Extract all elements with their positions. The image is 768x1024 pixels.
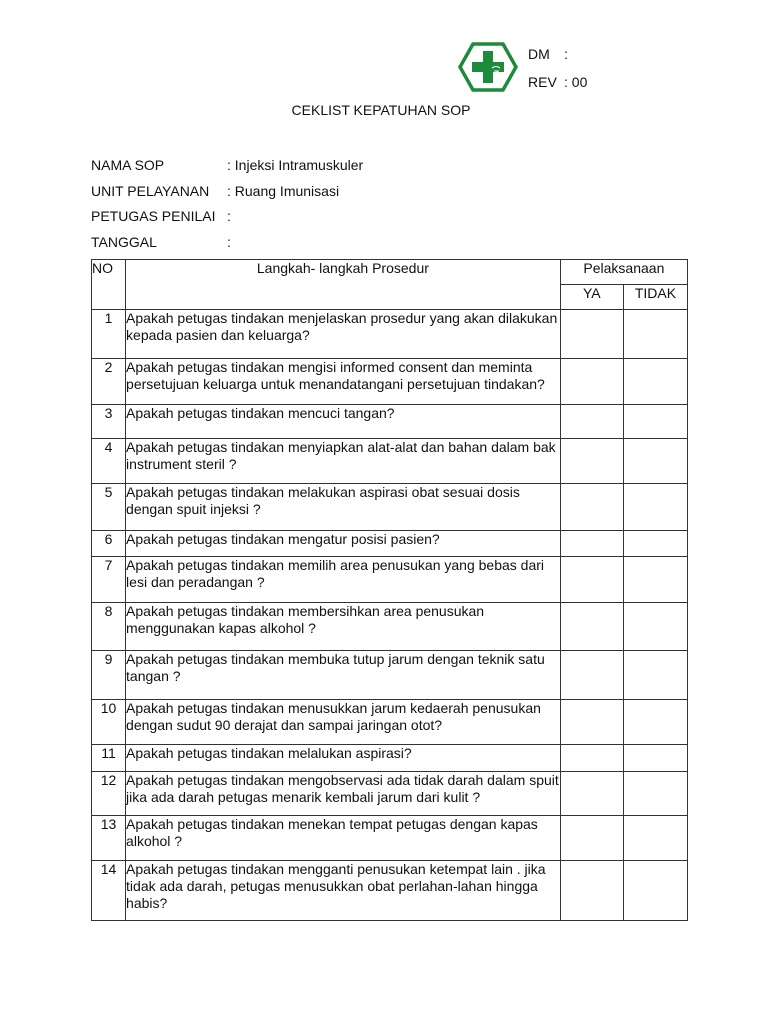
table-row bbox=[92, 745, 688, 772]
checklist-body bbox=[92, 310, 688, 921]
page-title: CEKLIST KEPATUHAN SOP bbox=[291, 102, 471, 118]
ya-checkbox-cell[interactable] bbox=[560, 310, 623, 359]
ya-checkbox-cell[interactable] bbox=[560, 557, 623, 603]
ya-checkbox-cell[interactable] bbox=[560, 531, 623, 557]
tidak-checkbox-cell[interactable] bbox=[623, 772, 687, 816]
info-value: : bbox=[227, 208, 231, 224]
row-number: 10 bbox=[92, 700, 126, 745]
row-number: 9 bbox=[92, 651, 126, 700]
table-row bbox=[92, 816, 688, 861]
tidak-checkbox-cell[interactable] bbox=[623, 531, 687, 557]
tidak-checkbox-cell[interactable] bbox=[623, 651, 687, 700]
row-number: 7 bbox=[92, 557, 126, 603]
table-row bbox=[92, 484, 688, 531]
header-tidak: TIDAK bbox=[623, 285, 687, 310]
table-row bbox=[92, 651, 688, 700]
tidak-checkbox-cell[interactable] bbox=[623, 700, 687, 745]
step-text: Apakah petugas tindakan mengganti penusukan ketempat lain . jika tidak ada darah, petugas menusukkan obat perlahan-lahan hingga habis? bbox=[126, 861, 561, 921]
ya-checkbox-cell[interactable] bbox=[560, 861, 623, 921]
ya-checkbox-cell[interactable] bbox=[560, 651, 623, 700]
table-row bbox=[92, 405, 688, 439]
info-row-tanggal bbox=[91, 233, 363, 259]
rev-label: REV bbox=[528, 74, 557, 90]
row-number: 8 bbox=[92, 603, 126, 651]
ya-checkbox-cell[interactable] bbox=[560, 359, 623, 405]
checklist-header bbox=[92, 260, 688, 310]
tidak-checkbox-cell[interactable] bbox=[623, 603, 687, 651]
green-cross-health-logo-icon bbox=[458, 42, 518, 92]
step-text: Apakah petugas tindakan menusukkan jarum kedaerah penusukan dengan sudut 90 derajat dan sampai jaringan otot? bbox=[126, 700, 561, 745]
ya-checkbox-cell[interactable] bbox=[560, 405, 623, 439]
table-row bbox=[92, 861, 688, 921]
dm-label: DM bbox=[528, 46, 550, 62]
dm-row bbox=[528, 44, 587, 64]
step-text: Apakah petugas tindakan melalukan aspirasi? bbox=[126, 745, 561, 772]
step-text: Apakah petugas tindakan mencuci tangan? bbox=[126, 405, 561, 439]
ya-checkbox-cell[interactable] bbox=[560, 816, 623, 861]
row-number: 4 bbox=[92, 439, 126, 484]
header-pelaksanaan: Pelaksanaan bbox=[560, 260, 687, 285]
tidak-checkbox-cell[interactable] bbox=[623, 310, 687, 359]
tidak-checkbox-cell[interactable] bbox=[623, 439, 687, 484]
info-label: NAMA SOP bbox=[91, 157, 165, 173]
info-value: : Ruang Imunisasi bbox=[227, 182, 340, 199]
green-cross-health-logo-icon-svg bbox=[458, 42, 518, 92]
row-number: 14 bbox=[92, 861, 126, 921]
ya-checkbox-cell[interactable] bbox=[560, 745, 623, 772]
step-text: Apakah petugas tindakan melakukan aspirasi obat sesuai dosis dengan spuit injeksi ? bbox=[126, 484, 561, 531]
step-text: Apakah petugas tindakan membersihkan area penusukan menggunakan kapas alkohol ? bbox=[126, 603, 561, 651]
info-value: : bbox=[227, 233, 231, 250]
step-text: Apakah petugas tindakan memilih area penusukan yang bebas dari lesi dan peradangan ? bbox=[126, 557, 561, 603]
row-number: 5 bbox=[92, 484, 126, 531]
row-number: 13 bbox=[92, 816, 126, 861]
page-title-wrap bbox=[0, 102, 768, 118]
info-row-petugas-penilai bbox=[91, 207, 363, 233]
ya-checkbox-cell[interactable] bbox=[560, 439, 623, 484]
row-number: 3 bbox=[92, 405, 126, 439]
dm-value: : bbox=[564, 46, 568, 62]
step-text: Apakah petugas tindakan membuka tutup jarum dengan teknik satu tangan ? bbox=[126, 651, 561, 700]
step-text: Apakah petugas tindakan mengatur posisi pasien? bbox=[126, 531, 561, 557]
row-number: 1 bbox=[92, 310, 126, 359]
ya-checkbox-cell[interactable] bbox=[560, 700, 623, 745]
step-text: Apakah petugas tindakan mengisi informed consent dan meminta persetujuan keluarga untuk menandatangani persetujuan tindakan? bbox=[126, 359, 561, 405]
rev-row bbox=[528, 72, 587, 92]
step-text: Apakah petugas tindakan menjelaskan prosedur yang akan dilakukan kepada pasien dan keluarga? bbox=[126, 310, 561, 359]
step-text: Apakah petugas tindakan mengobservasi ada tidak darah dalam spuit jika ada darah petugas menarik kembali jarum dari kulit ? bbox=[126, 772, 561, 816]
info-value: : Injeksi Intramuskuler bbox=[227, 157, 364, 173]
tidak-checkbox-cell[interactable] bbox=[623, 405, 687, 439]
step-text: Apakah petugas tindakan menekan tempat petugas dengan kapas alkohol ? bbox=[126, 816, 561, 861]
info-label: TANGGAL bbox=[91, 233, 157, 250]
info-row-nama-sop bbox=[91, 156, 363, 182]
tidak-checkbox-cell[interactable] bbox=[623, 359, 687, 405]
table-row bbox=[92, 439, 688, 484]
table-row bbox=[92, 700, 688, 745]
row-number: 6 bbox=[92, 531, 126, 557]
ya-checkbox-cell[interactable] bbox=[560, 772, 623, 816]
document-meta bbox=[528, 44, 587, 100]
header-no: NO bbox=[92, 260, 126, 310]
step-text: Apakah petugas tindakan menyiapkan alat-alat dan bahan dalam bak instrument steril ? bbox=[126, 439, 561, 484]
tidak-checkbox-cell[interactable] bbox=[623, 557, 687, 603]
tidak-checkbox-cell[interactable] bbox=[623, 816, 687, 861]
tidak-checkbox-cell[interactable] bbox=[623, 484, 687, 531]
rev-value: : 00 bbox=[564, 74, 588, 90]
info-row-unit-pelayanan bbox=[91, 182, 363, 208]
table-row bbox=[92, 772, 688, 816]
table-row bbox=[92, 603, 688, 651]
table-row bbox=[92, 557, 688, 603]
ya-checkbox-cell[interactable] bbox=[560, 603, 623, 651]
row-number: 11 bbox=[92, 745, 126, 772]
row-number: 12 bbox=[92, 772, 126, 816]
table-row bbox=[92, 531, 688, 557]
row-number: 2 bbox=[92, 359, 126, 405]
table-row bbox=[92, 359, 688, 405]
info-label: UNIT PELAYANAN bbox=[91, 182, 210, 199]
ya-checkbox-cell[interactable] bbox=[560, 484, 623, 531]
table-row bbox=[92, 310, 688, 359]
checklist-table bbox=[91, 259, 688, 921]
header-ya: YA bbox=[560, 285, 623, 310]
info-label: PETUGAS PENILAI bbox=[91, 208, 216, 224]
sop-info bbox=[91, 156, 363, 258]
header-steps: Langkah- langkah Prosedur bbox=[126, 260, 561, 310]
tidak-checkbox-cell[interactable] bbox=[623, 861, 687, 921]
tidak-checkbox-cell[interactable] bbox=[623, 745, 687, 772]
